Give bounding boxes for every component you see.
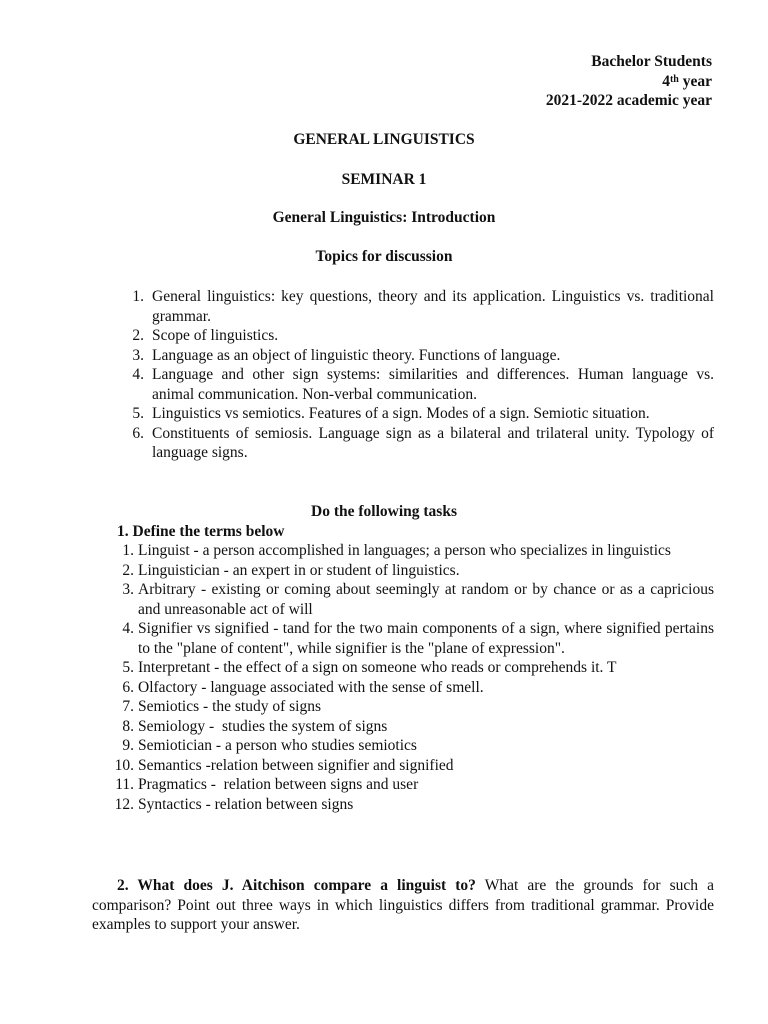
term-number: 6. <box>122 678 134 696</box>
term-item <box>113 756 714 776</box>
term-number: 3. <box>122 581 134 598</box>
term-definition: a person who studies semiotics <box>221 737 417 754</box>
term-definition: relation between signifier and signified <box>210 756 454 774</box>
term-item <box>113 658 714 678</box>
topic-item <box>126 326 714 346</box>
topic-number: 4. <box>132 366 144 383</box>
topic-item <box>126 404 714 424</box>
term-item <box>113 795 714 815</box>
document-header <box>546 52 712 111</box>
term-definition: existing or coming about seemingly at random or by chance or as a capricious and unreasonable act of will <box>138 581 714 618</box>
topic-item <box>126 424 714 463</box>
topic-text: Language as an object of linguistic theory. Functions of language. <box>152 346 561 364</box>
topic-text: General linguistics: key questions, theory and its application. Linguistics vs. traditional grammar. <box>152 288 714 325</box>
topic-number: 6. <box>132 424 144 442</box>
term-entry <box>138 561 714 581</box>
term-entry <box>138 580 714 619</box>
term-number: 1. <box>122 542 134 559</box>
term-number: 2. <box>122 561 134 579</box>
topic-text: Linguistics vs semiotics. Features of a sign. Modes of a sign. Semiotic situation. <box>152 405 650 422</box>
topics-heading: Topics for discussion <box>315 248 453 265</box>
term-entry <box>138 658 714 678</box>
term-entry <box>138 541 714 561</box>
term-name: Arbitrary - <box>138 581 207 598</box>
topics-list <box>126 287 714 463</box>
course-title: GENERAL LINGUISTICS <box>293 131 475 148</box>
term-entry <box>138 736 714 756</box>
term-definition: tand for the two main components of a sign, where signified pertains to the "plane of content", while signifier is the "plane of expression". <box>138 620 714 657</box>
year-number: 4 <box>662 72 670 90</box>
topic-text: Constituents of semiosis. Language sign as a bilateral and trilateral unity. Typology of language signs. <box>152 424 714 461</box>
term-item <box>113 736 714 756</box>
tasks-heading: Do the following tasks <box>311 503 457 520</box>
seminar-subtitle: General Linguistics: Introduction <box>272 209 496 226</box>
topic-number: 3. <box>132 346 144 364</box>
term-name: Pragmatics - <box>138 776 216 793</box>
task1-title: 1. Define the terms below <box>117 523 285 540</box>
term-definition: language associated with the sense of smell. <box>206 678 484 696</box>
term-definition: relation between signs <box>210 795 354 813</box>
term-number: 7. <box>122 698 134 715</box>
term-item <box>113 580 714 619</box>
audience-line: Bachelor Students <box>591 53 712 70</box>
term-name: Signifier vs signified - <box>138 620 279 637</box>
term-item <box>113 697 714 717</box>
term-number: 10. <box>114 756 134 774</box>
term-item <box>113 717 714 737</box>
term-definition: a person accomplished in languages; a person who specializes in linguistics <box>198 542 671 559</box>
year-word: year <box>678 72 712 90</box>
task2-instructions: What are the grounds for such a comparison? Point out three ways in which linguistics differs from traditional grammar. Provide examples to support your answer. <box>92 877 714 933</box>
year-line <box>546 72 712 92</box>
term-item <box>113 561 714 581</box>
topic-number: 5. <box>132 405 144 422</box>
term-definition: studies the system of signs <box>214 717 388 735</box>
term-entry <box>138 775 714 795</box>
term-name: Linguist - <box>138 542 199 559</box>
term-name: Syntactics - <box>138 795 211 813</box>
term-entry <box>138 619 714 658</box>
term-number: 9. <box>122 737 134 754</box>
term-item <box>113 775 714 795</box>
topic-item <box>126 346 714 366</box>
term-definition: the effect of a sign on someone who reads or comprehends it. T <box>219 659 617 676</box>
topic-number: 2. <box>132 327 144 344</box>
term-definition: relation between signs and user <box>215 776 419 793</box>
term-number: 11. <box>115 776 134 793</box>
seminar-title: SEMINAR 1 <box>341 171 427 188</box>
academic-year-line: 2021-2022 academic year <box>545 92 712 109</box>
term-name: Semantics - <box>138 756 211 774</box>
term-number: 4. <box>122 620 134 637</box>
term-name: Semiotician - <box>138 737 222 754</box>
term-entry <box>138 795 714 815</box>
year-ordinal-suffix: th <box>669 73 679 85</box>
term-item <box>113 619 714 658</box>
term-definition: an expert in or student of linguistics. <box>228 561 460 579</box>
topic-item <box>126 365 714 404</box>
term-entry <box>138 756 714 776</box>
terms-list <box>113 541 714 814</box>
topic-item <box>126 287 714 326</box>
term-name: Linguistician - <box>138 561 229 579</box>
term-entry <box>138 717 714 737</box>
task2-question: 2. What does J. Aitchison compare a linguist to? <box>117 877 476 894</box>
term-number: 8. <box>122 717 134 735</box>
term-item <box>113 678 714 698</box>
term-name: Olfactory - <box>138 678 207 696</box>
term-item <box>113 541 714 561</box>
term-number: 12. <box>114 795 134 813</box>
term-name: Semiotics - <box>138 698 209 715</box>
term-name: Interpretant - <box>138 659 220 676</box>
topic-text: Scope of linguistics. <box>152 327 279 344</box>
term-definition: the study of signs <box>208 698 321 715</box>
topic-text: Language and other sign systems: similarities and differences. Human language vs. animal communication. Non-verbal communication. <box>152 366 714 403</box>
topic-number: 1. <box>132 288 144 305</box>
term-entry <box>138 678 714 698</box>
term-name: Semiology - <box>138 717 215 735</box>
term-entry <box>138 697 714 717</box>
term-number: 5. <box>122 659 134 676</box>
task2-paragraph <box>92 876 714 935</box>
